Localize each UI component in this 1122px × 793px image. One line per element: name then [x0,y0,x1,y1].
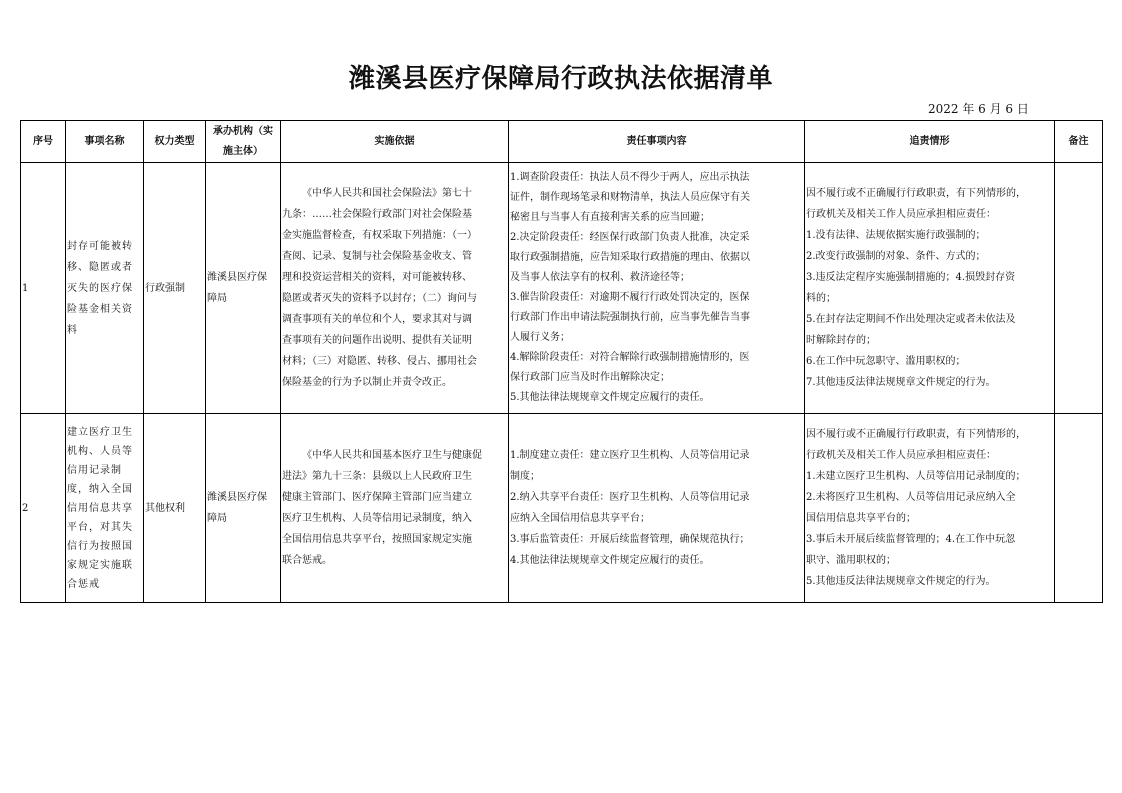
duty-line: 人履行义务； [510,332,570,343]
row-remark [1055,414,1103,603]
liability-line: 国信用信息共享平台的； [806,513,916,524]
basis-line: 进法》第九十三条：县级以上人民政府卫生 [282,471,472,482]
liability-line: 5.在封存法定期间不作出处理决定或者未依法及 [806,314,1016,325]
header-liability: 追责情形 [805,121,1055,163]
duty-line: 行政部门作出申请法院强制执行前，应当事先催告当事 [510,312,750,323]
liability-line: 2.未将医疗卫生机构、人员等信用记录应纳入全 [806,492,1016,503]
header-seq: 序号 [21,121,66,163]
duty-line: 3.催告阶段责任：对逾期不履行行政处罚决定的，医保 [510,292,750,303]
item-name-line: 信行为按照国 [67,540,133,552]
item-name-line: 灭失的医疗保 [67,282,133,294]
item-name-line: 封存可能被转 [67,240,133,252]
enforcement-basis-table [20,120,1103,603]
basis-line: 九条：……社会保险行政部门对社会保险基 [282,209,472,220]
liability-line: 1.未建立医疗卫生机构、人员等信用记录制度的； [806,471,1026,482]
header-power-type: 权力类型 [144,121,206,163]
item-name-line: 家规定实施联 [67,559,133,571]
header-agency [206,121,281,163]
header-agency-line: 施主体） [223,145,263,157]
agency-line: 障局 [207,293,227,304]
duty-line: 1.制度建立责任：建立医疗卫生机构、人员等信用记录 [510,450,750,461]
liability-line: 6.在工作中玩忽职守、滥用职权的； [806,356,966,367]
item-name-line: 料 [67,324,78,336]
liability-line: 5.其他违反法律法规规章文件规定的行为。 [806,576,996,587]
row-duty [509,163,805,414]
basis-line: 金实施监督检查，有权采取下列措施：（一） [282,230,477,241]
duty-line: 4.其他法律法规规章文件规定应履行的责任。 [510,555,710,566]
table-row [21,414,1103,603]
basis-line: 全国信用信息共享平台，按照国家规定实施 [282,534,472,545]
duty-line: 5.其他法律法规规章文件规定应履行的责任。 [510,392,710,403]
basis-line: 查阅、记录、复制与社会保险基金收支、管 [282,251,472,262]
duty-line: 应纳入全国信用信息共享平台； [510,513,650,524]
basis-line: 查事项有关的问题作出说明、提供有关证明 [282,335,472,346]
item-name-line: 险基金相关资 [67,303,133,315]
document-date: 2022 年 6 月 6 日 [928,102,1029,116]
item-name-line: 平台，对其失 [67,521,133,533]
liability-line: 因不履行或不正确履行行政职责，有下列情形的， [806,429,1026,440]
duty-line: 取行政强制措施，应告知采取行政措施的理由、依据以 [510,252,750,263]
basis-line: 医疗卫生机构、人员等信用记录制度，纳入 [282,513,472,524]
header-duty: 责任事项内容 [509,121,805,163]
row-basis [281,414,509,603]
item-name-line: 移、隐匿或者 [67,261,133,273]
row-agency [206,414,281,603]
basis-line: 健康主管部门、医疗保障主管部门应当建立 [282,492,472,503]
item-name-line: 建立医疗卫生 [67,426,133,438]
liability-line: 行政机关及相关工作人员应承担相应责任： [806,209,996,220]
header-item-name: 事项名称 [66,121,144,163]
duty-line: 及当事人依法享有的权利、救济途径等； [510,272,690,283]
duty-line: 保行政部门应当及时作出解除决定； [510,372,670,383]
row-seq: 1 [21,163,66,414]
basis-line: 隐匿或者灭失的资料予以封存；（二）询问与 [282,293,477,304]
row-seq: 2 [21,414,66,603]
basis-line: 联合惩戒。 [282,555,332,566]
duty-line: 证件，制作现场笔录和财物清单，执法人员应保守有关 [510,192,750,203]
item-name-line: 机构、人员等 [67,445,133,457]
basis-line: 《中华人民共和国社会保险法》第七十 [302,188,472,199]
row-liability [805,414,1055,603]
row-liability [805,163,1055,414]
liability-line: 7.其他违反法律法规规章文件规定的行为。 [806,377,996,388]
liability-line: 时解除封存的； [806,335,876,346]
header-remark: 备注 [1055,121,1103,163]
item-name-line: 信用记录制 [67,464,122,476]
item-name-line: 度，纳入全国 [67,483,133,495]
duty-line: 制度； [510,471,540,482]
header-agency-line: 承办机构（实 [213,125,273,137]
duty-line: 2.决定阶段责任：经医保行政部门负责人批准，决定采 [510,232,750,243]
table-header-row [21,121,1103,163]
row-duty [509,414,805,603]
item-name-line: 信用信息共享 [67,502,133,514]
row-basis [281,163,509,414]
row-agency [206,163,281,414]
liability-line: 料的； [806,293,836,304]
row-item-name [66,414,144,603]
liability-line: 行政机关及相关工作人员应承担相应责任： [806,450,996,461]
basis-line: 理和投资运营相关的资料，对可能被转移、 [282,272,472,283]
row-power-type: 其他权利 [144,414,206,603]
duty-line: 2.纳入共享平台责任：医疗卫生机构、人员等信用记录 [510,492,750,503]
liability-line: 3.事后未开展后续监督管理的；4.在工作中玩忽 [806,534,1016,545]
liability-line: 1.没有法律、法规依据实施行政强制的； [806,230,986,241]
agency-line: 潍溪县医疗保 [207,492,267,503]
duty-line: 1.调查阶段责任：执法人员不得少于两人，应出示执法 [510,172,750,183]
liability-line: 3.违反法定程序实施强制措施的；4.损毁封存资 [806,272,1016,283]
row-power-type: 行政强制 [144,163,206,414]
basis-line: 《中华人民共和国基本医疗卫生与健康促 [302,450,482,461]
row-item-name [66,163,144,414]
basis-line: 保险基金的行为予以制止并责令改正。 [282,377,452,388]
liability-line: 2.改变行政强制的对象、条件、方式的； [806,251,986,262]
basis-line: 调查事项有关的单位和个人，要求其对与调 [282,314,472,325]
basis-line: 材料；（三）对隐匿、转移、侵占、挪用社会 [282,356,477,367]
agency-line: 障局 [207,513,227,524]
table-row [21,163,1103,414]
row-remark [1055,163,1103,414]
liability-line: 职守、滥用职权的； [806,555,896,566]
duty-line: 秘密且与当事人有直接利害关系的应当回避； [510,212,710,223]
duty-line: 4.解除阶段责任：对符合解除行政强制措施情形的，医 [510,352,750,363]
duty-line: 3.事后监管责任：开展后续监督管理，确保规范执行； [510,534,750,545]
agency-line: 潍溪县医疗保 [207,272,267,283]
item-name-line: 合惩戒 [67,578,100,590]
liability-line: 因不履行或不正确履行行政职责，有下列情形的， [806,188,1026,199]
header-basis: 实施依据 [281,121,509,163]
page-title: 潍溪县医疗保障局行政执法依据清单 [348,64,773,94]
